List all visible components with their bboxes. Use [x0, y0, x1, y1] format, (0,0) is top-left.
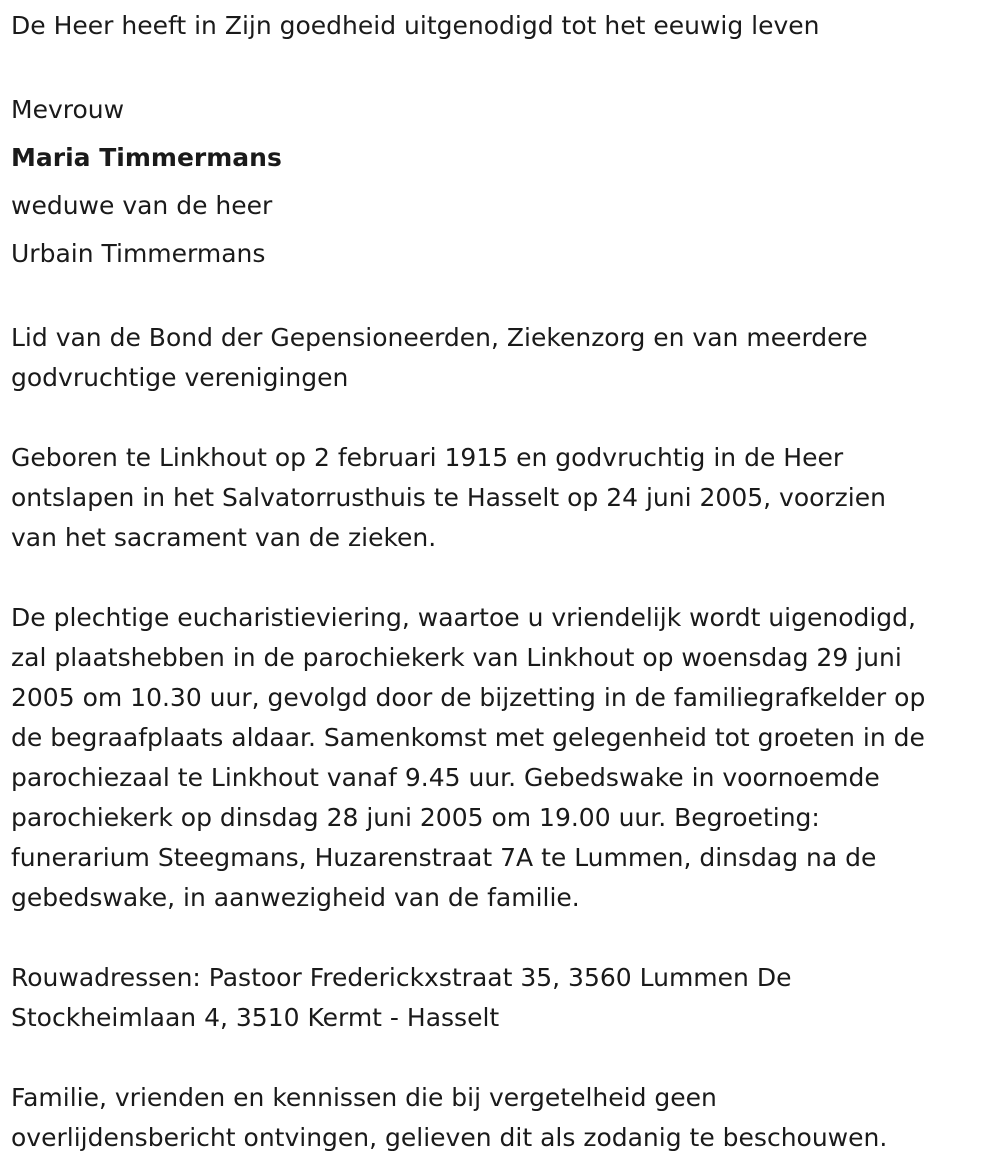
intro-text: De Heer heeft in Zijn goedheid uitgenodigd tot het eeuwig leven — [11, 11, 820, 40]
paragraph-line: Familie, vrienden en kennissen die bij vergetelheid geen — [11, 1083, 717, 1112]
deceased-name: Maria Timmermans — [11, 143, 282, 172]
addresses-paragraph — [11, 958, 989, 1038]
paragraph-line: De plechtige eucharistieviering, waartoe u vriendelijk wordt uigenodigd, — [11, 603, 916, 632]
paragraph-line: parochiezaal te Linkhout vanaf 9.45 uur. Gebedswake in voornoemde — [11, 763, 880, 792]
birth-death-paragraph — [11, 438, 989, 558]
relation-line-2: Urbain Timmermans — [11, 239, 266, 268]
ceremony-paragraph — [11, 598, 989, 918]
paragraph-line: Rouwadressen: Pastoor Frederickxstraat 35, 3560 Lummen De — [11, 963, 792, 992]
spacer — [11, 918, 989, 958]
salutation: Mevrouw — [11, 95, 125, 124]
spacer — [11, 398, 989, 438]
closing-paragraph — [11, 1078, 989, 1158]
spacer — [11, 1038, 989, 1078]
paragraph-line: Geboren te Linkhout op 2 februari 1915 en godvruchtig in de Heer — [11, 443, 844, 472]
paragraph-line: godvruchtige verenigingen — [11, 363, 349, 392]
spacer — [11, 46, 989, 86]
spacer — [11, 278, 989, 318]
paragraph-line: Stockheimlaan 4, 3510 Kermt - Hasselt — [11, 1003, 500, 1032]
paragraph-line: overlijdensbericht ontvingen, gelieven dit als zodanig te beschouwen. — [11, 1123, 888, 1152]
paragraph-line: Lid van de Bond der Gepensioneerden, Ziekenzorg en van meerdere — [11, 323, 868, 352]
paragraph-line: van het sacrament van de zieken. — [11, 523, 437, 552]
relation-line-1: weduwe van de heer — [11, 191, 273, 220]
spacer — [11, 558, 989, 598]
paragraph-line: ontslapen in het Salvatorrusthuis te Hasselt op 24 juni 2005, voorzien — [11, 483, 886, 512]
paragraph-line: 2005 om 10.30 uur, gevolgd door de bijzetting in de familiegrafkelder op — [11, 683, 926, 712]
paragraph-line: zal plaatshebben in de parochiekerk van Linkhout op woensdag 29 juni — [11, 643, 902, 672]
paragraph-line: de begraafplaats aldaar. Samenkomst met gelegenheid tot groeten in de — [11, 723, 925, 752]
paragraph-line: funerarium Steegmans, Huzarenstraat 7A te Lummen, dinsdag na de — [11, 843, 877, 872]
paragraph-line: gebedswake, in aanwezigheid van de familie. — [11, 883, 580, 912]
membership-paragraph — [11, 318, 989, 398]
paragraph-line: parochiekerk op dinsdag 28 juni 2005 om 19.00 uur. Begroeting: — [11, 803, 820, 832]
